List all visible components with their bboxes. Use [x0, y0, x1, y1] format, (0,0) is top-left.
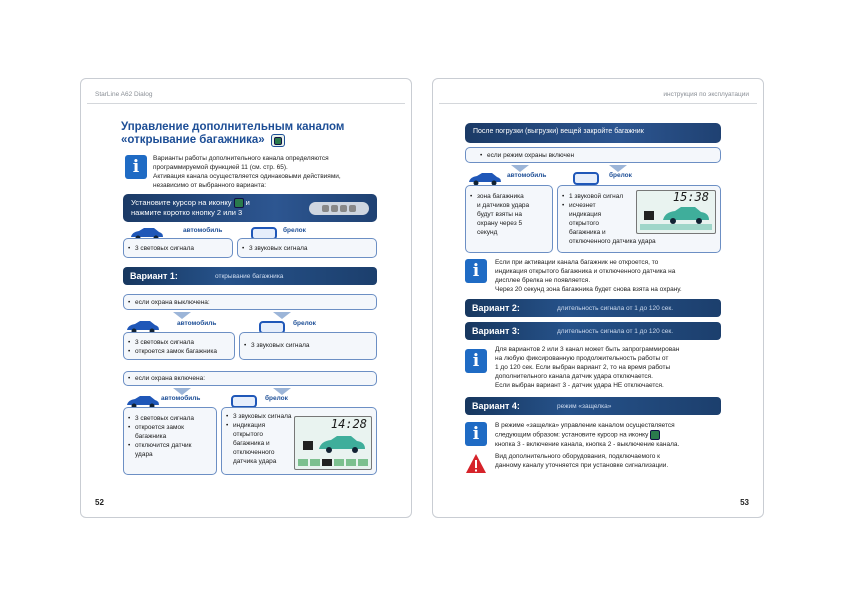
list-item: • если охрана выключена:: [128, 298, 372, 307]
header-divider: [87, 103, 405, 104]
note-line: данному каналу уточняется при установке сигнализации.: [495, 462, 669, 469]
page-title: [121, 121, 344, 147]
list-item: • если режим охраны включен: [480, 151, 706, 160]
list-text: отключенного датчика удара: [569, 238, 656, 245]
list-text: индикация: [233, 422, 266, 429]
guard-off-box: [123, 294, 377, 310]
title-line2: «открывание багажника»: [121, 134, 265, 146]
info-icon: i: [465, 422, 487, 446]
variant-label: Вариант 2:: [472, 303, 520, 313]
note-line: Если выбран вариант 3 - датчик удара НЕ отключается.: [495, 382, 664, 389]
list-text: зона багажника: [477, 193, 524, 200]
car-label: автомобиль: [183, 227, 223, 234]
variant-desc: открывание багажника: [215, 272, 284, 280]
guard-on-box: [123, 371, 377, 386]
arrow-down: [511, 165, 529, 172]
title-line1: Управление дополнительным каналом: [121, 121, 345, 133]
intro-line: программируемой функцией 11 (см. стр. 65).: [153, 164, 288, 171]
list-item: • 3 звуковых сигнала: [226, 412, 372, 421]
list-item: • 1 звуковой сигнал: [562, 192, 716, 201]
note-line: Через 20 секунд зона багажника будет снова взята на охрану.: [495, 286, 682, 293]
info-icon: i: [465, 349, 487, 373]
note-line: В режиме «защелка» управление каналом осуществляется: [495, 422, 675, 429]
instruction-text: Установите курсор на иконку: [131, 198, 232, 207]
lcd-time: 14:28: [330, 417, 367, 431]
note3-text: [495, 421, 679, 449]
list-text: исчезнет: [569, 202, 596, 209]
lcd-car-icon: [641, 205, 711, 225]
remote-fob-icon: [309, 202, 369, 215]
list-item: [470, 192, 548, 237]
note-line: Вид дополнительного оборудования, подключаемого к: [495, 453, 661, 460]
variant1-bar: [123, 267, 377, 285]
left-header: StarLine A62 Dialog: [95, 91, 153, 98]
lcd-time: 15:38: [672, 190, 709, 204]
left-page: [80, 78, 412, 518]
note-line: следующим образом: установите курсор на иконку: [495, 431, 649, 439]
lcd-car-icon: [301, 433, 367, 455]
fob-label: брелок: [293, 320, 316, 327]
warning-icon: [465, 452, 487, 476]
list-text: откроется замок: [135, 424, 184, 431]
note2-text: [495, 345, 679, 390]
trunk-icon: [271, 134, 285, 147]
note-line: Для вариантов 2 или 3 канал может быть запрограммирован: [495, 346, 680, 353]
variant-desc: длительность сигнала от 1 до 120 сек.: [557, 327, 674, 335]
variant-desc: длительность сигнала от 1 до 120 сек.: [557, 304, 674, 312]
guard-on-mode-box: [465, 147, 721, 163]
variant-label: Вариант 1:: [130, 271, 178, 281]
note-line: Если при активации канала багажник не откроется, то: [495, 259, 659, 266]
note-line: индикация открытого багажника и отключенного датчика на: [495, 268, 676, 275]
instruction-text: нажмите коротко кнопку 2 или 3: [131, 208, 243, 218]
list-text: удара: [135, 451, 153, 458]
info-icon: i: [465, 259, 487, 283]
on-car-box: [123, 407, 217, 475]
list-text: багажника: [135, 433, 167, 440]
variant-desc: режим «защелка»: [557, 402, 612, 410]
car-result-box: [465, 185, 553, 253]
car-label: автомобиль: [177, 320, 217, 327]
instruction-text: и: [245, 198, 250, 207]
fob-label: брелок: [609, 172, 632, 179]
variant-label: Вариант 3:: [472, 326, 520, 336]
list-item: [128, 423, 212, 441]
list-item: • 3 звуковых сигнала: [244, 341, 372, 350]
off-car-box: [123, 332, 235, 360]
list-item: • 3 звуковых сигнала: [242, 244, 372, 253]
page-number: 52: [95, 498, 104, 507]
arrow-down: [173, 312, 191, 319]
fob-lcd-display: [636, 190, 716, 234]
list-text: секунд: [477, 229, 498, 236]
list-text: будут взяты на: [477, 211, 522, 218]
right-page: [432, 78, 764, 518]
off-fob-box: [239, 332, 377, 360]
trunk-key-icon: [234, 198, 244, 208]
list-item: • если охрана включена:: [128, 374, 372, 383]
fob-result-box: [557, 185, 721, 253]
list-item: [128, 441, 212, 459]
list-item: • 3 световых сигнала: [128, 414, 212, 423]
intro-line: Активация канала осуществляется одинаковыми действиями,: [153, 173, 341, 180]
variant2-bar: [465, 299, 721, 317]
list-text: отключенного: [233, 449, 275, 456]
fob-label: брелок: [265, 395, 288, 402]
variant4-bar: [465, 397, 721, 415]
car-label: автомобиль: [161, 395, 201, 402]
note-line: дополнительного канала датчик удара отключается.: [495, 373, 653, 380]
car-signal-box: [123, 238, 233, 258]
car-icon: [467, 172, 503, 186]
car-label: автомобиль: [507, 172, 547, 179]
instruction-bar: [123, 194, 377, 222]
list-text: открытого: [233, 431, 263, 438]
fob-lcd-display: [294, 416, 372, 470]
intro-line: Варианты работы дополнительного канала определяются: [153, 155, 329, 162]
list-item: • откроется замок багажника: [128, 347, 230, 356]
list-item: • 3 световых сигнала: [128, 244, 228, 253]
fob-icon: [573, 172, 599, 185]
on-fob-box: [221, 407, 377, 475]
arrow-down: [273, 312, 291, 319]
list-text: багажника и: [233, 440, 270, 447]
list-text: и датчиков удара: [477, 202, 530, 209]
info-icon: i: [125, 155, 147, 179]
trunk-key-icon: [650, 430, 660, 440]
header-divider: [439, 103, 757, 104]
list-text: отключится датчик: [135, 442, 192, 449]
arrow-down: [609, 165, 627, 172]
arrow-down: [173, 388, 191, 395]
note-line: 1 до 120 сек. Если выбран вариант 2, то на время работы: [495, 364, 671, 371]
arrow-down: [273, 388, 291, 395]
note-line: дисплее брелка не появляется.: [495, 277, 591, 284]
top-bar: После погрузки (выгрузки) вещей закройте багажник: [465, 123, 721, 143]
page-number: 53: [740, 498, 749, 507]
variant-label: Вариант 4:: [472, 401, 520, 411]
intro-line: независимо от выбранного варианта:: [153, 182, 267, 189]
right-header: инструкция по эксплуатации: [663, 91, 749, 98]
list-text: охрану через 5: [477, 220, 523, 227]
list-text: датчика удара: [233, 458, 277, 465]
lcd-status-row: [298, 459, 368, 466]
fob-signal-box: [237, 238, 377, 258]
list-text: индикация: [569, 211, 602, 218]
list-text: багажника и: [569, 229, 606, 236]
list-text: открытого: [569, 220, 599, 227]
fob-label: брелок: [283, 227, 306, 234]
intro-text: [153, 154, 341, 190]
variant3-bar: [465, 322, 721, 340]
note-line: кнопка 3 - включение канала, кнопка 2 - выключение канала.: [495, 441, 680, 448]
lcd-status-row: [640, 224, 712, 230]
list-item: • 3 световых сигнала: [128, 338, 230, 347]
note-line: на любую фиксированную продолжительность работы от: [495, 355, 669, 362]
warning-text: [495, 452, 668, 470]
note1-text: [495, 258, 682, 294]
